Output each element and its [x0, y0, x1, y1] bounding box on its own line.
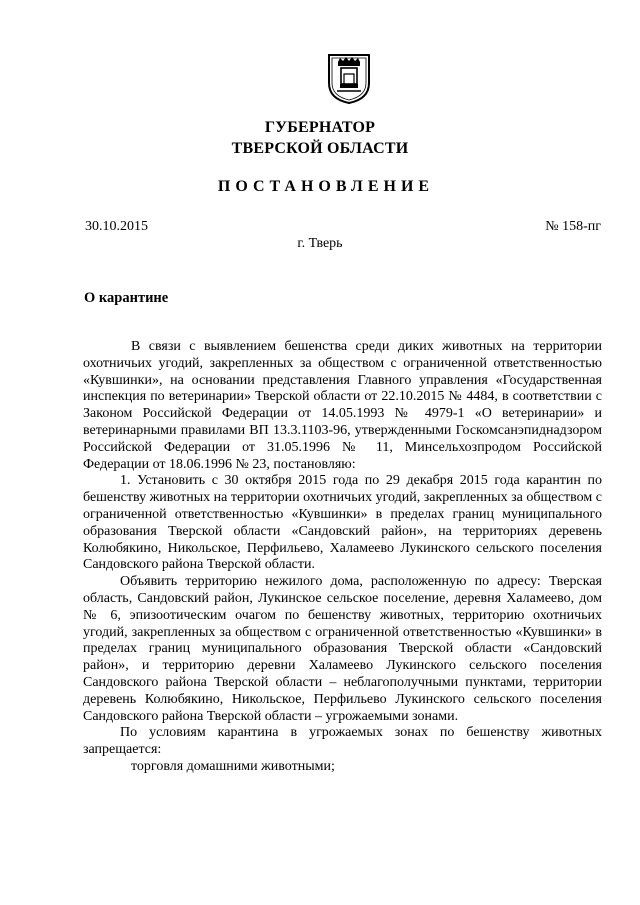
body-paragraph: По условиям карантина в угрожаемых зонах по бешенству животных запрещается: [83, 725, 602, 758]
body-paragraph: 1. Установить с 30 октября 2015 года по 29 декабря 2015 года карантин по бешенству животных на территории охотничьих угодий, закрепленных за обществом с ограниченной ответственностью «Кувшинки» в пределах границ муниципального образования Тверской области «Сандовский район», на территориях деревень Колюбякино, Никольское, Перфильево, Халамеево Лукинского сельского поселения Сандовского района Тверской области. [83, 473, 602, 573]
document-body [83, 339, 602, 776]
body-paragraph: Объявить территорию нежилого дома, расположенную по адресу: Тверская область, Сандовский район, Лукинское сельское поселение, деревня Халамеево, дом № 6, эпизоотическим очагом по бешенству животных, территорию охотничьих угодий, закрепленных за обществом с ограниченной ответственностью «Кувшинки» в пределах границ муниципального образования Тверской области «Сандовский район», и территорию деревни Халамеево Лукинского сельского поселения Сандовского района Тверской области – неблагополучными пунктами, территории деревень Колюбякино, Никольское, Перфильево Лукинского сельского поселения Сандовского района Тверской области – угрожаемыми зонами. [83, 574, 602, 724]
document-subject: О карантине [84, 290, 169, 306]
document-number: № 158-пг [545, 219, 601, 234]
document-type-heading: ПОСТАНОВЛЕНИЕ [217, 178, 435, 195]
issuer-title-line1: ГУБЕРНАТОР [264, 119, 376, 136]
coat-of-arms-emblem [327, 53, 371, 105]
document-city: г. Тверь [297, 236, 343, 251]
document-date: 30.10.2015 [85, 219, 148, 234]
body-paragraph: торговля домашними животными; [131, 758, 335, 774]
issuer-title-line2: ТВЕРСКОЙ ОБЛАСТИ [231, 140, 409, 157]
body-paragraph: В связи с выявлением бешенства среди диких животных на территории охотничьих угодий, закрепленных за обществом с ограниченной ответственностью «Кувшинки», на основании представления Главного управления «Государственная инспекция по ветеринарии» Тверской области от 22.10.2015 № 4484, в соответствии с Законом Российской Федерации от 14.05.1993 № 4979-1 «О ветеринарии» и ветеринарными правилами ВП 13.3.1103-96, утвержденными Госкомсанэпиднадзором Российской Федерации от 31.05.1996 № 11, Минсельхозпродом Российской Федерации от 18.06.1996 № 23, постановляю: [83, 339, 602, 472]
